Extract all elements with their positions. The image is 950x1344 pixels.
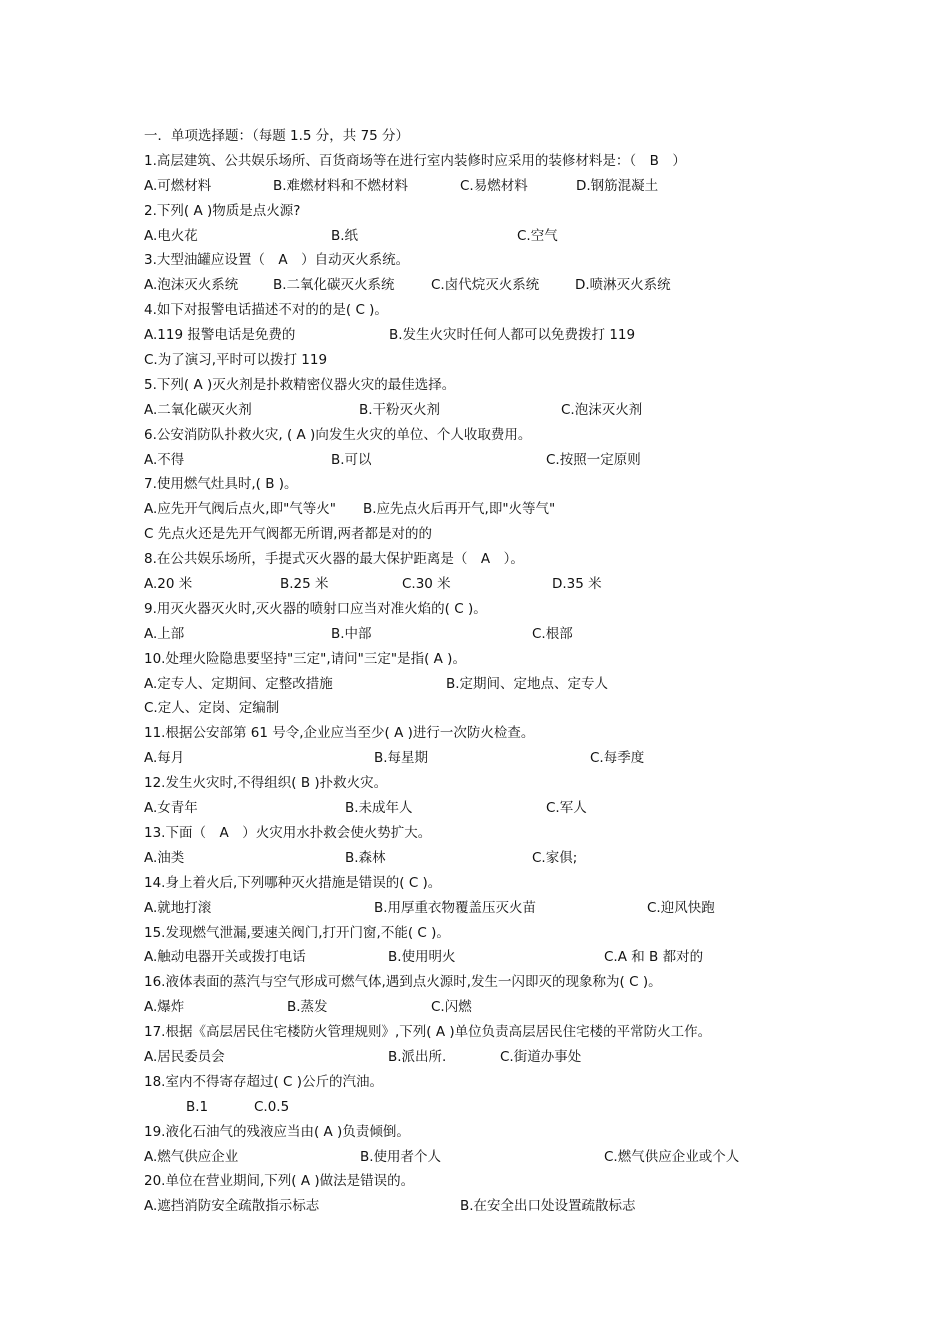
question-20-stem: 20.单位在营业期间,下列( A )做法是错误的。: [144, 1173, 415, 1190]
q19-option-b: B.使用者个人: [360, 1148, 442, 1165]
question-options: [144, 323, 844, 348]
q1-option-b: B.难燃材料和不燃材料: [273, 177, 409, 194]
section-title: 一．单项选择题：（每题 1.5 分，共 75 分）: [144, 128, 410, 144]
question-stem: [144, 647, 844, 672]
q5-option-c: C.泡沫灭火剂: [561, 401, 643, 418]
question-options: [144, 398, 844, 423]
question-options: [144, 672, 844, 697]
question-12-stem: 12.发生火灾时,不得组织( B )扑救火灾。: [144, 775, 388, 792]
q16-option-a: A.爆炸: [144, 999, 185, 1016]
question-stem: [144, 373, 844, 398]
q3-option-d: D.喷淋灭火系统: [575, 277, 671, 294]
q4-option-a: A.119 报警电话是免费的: [144, 327, 296, 344]
question-stem: [144, 547, 844, 572]
q12-option-c: C.军人: [546, 800, 587, 817]
q4-option-b: B.发生火灾时任何人都可以免费拨打 119: [389, 327, 636, 344]
q12-option-a: A.女青年: [144, 800, 198, 817]
question-options: [144, 696, 844, 721]
q17-option-a: A.居民委员会: [144, 1048, 225, 1065]
question-options: [144, 746, 844, 771]
question-18-stem: 18.室内不得寄存超过( C )公斤的汽油。: [144, 1073, 384, 1090]
q14-option-c: C.迎风快跑: [647, 899, 715, 916]
q8-option-b: B.25 米: [280, 576, 329, 593]
q10-option-c: C.定人、定岗、定编制: [144, 700, 280, 717]
question-stem: [144, 970, 844, 995]
q11-option-a: A.每月: [144, 750, 185, 767]
q3-option-a: A.泡沫灭火系统: [144, 277, 239, 294]
section-title-line: [144, 124, 844, 149]
question-19-stem: 19.液化石油气的残液应当由( A )负责倾倒。: [144, 1123, 410, 1140]
q6-option-b: B.可以: [331, 451, 372, 468]
question-stem: [144, 248, 844, 273]
question-7-stem: 7.使用燃气灶具时,( B )。: [144, 476, 298, 493]
q17-option-b: B.派出所.: [388, 1048, 447, 1065]
question-options: [144, 1095, 844, 1120]
question-options: [144, 995, 844, 1020]
q12-option-b: B.未成年人: [345, 800, 413, 817]
q9-option-a: A.上部: [144, 625, 185, 642]
q17-option-c: C.街道办事处: [500, 1048, 582, 1065]
question-9-stem: 9.用灭火器灭火时,灭火器的喷射口应当对准火焰的( C )。: [144, 600, 487, 617]
question-stem: [144, 871, 844, 896]
question-options: [144, 572, 844, 597]
question-options: [144, 622, 844, 647]
question-8-stem: 8.在公共娱乐场所，手提式灭火器的最大保护距离是（ A ）。: [144, 551, 524, 568]
question-options: [144, 1045, 844, 1070]
q15-option-b: B.使用明火: [388, 949, 456, 966]
q2-option-c: C.空气: [517, 227, 558, 244]
q10-option-a: A.定专人、定期间、定整改措施: [144, 675, 333, 692]
question-13-stem: 13.下面（ A ）火灾用水扑救会使火势扩大。: [144, 824, 432, 841]
q8-option-d: D.35 米: [552, 576, 602, 593]
q8-option-a: A.20 米: [144, 576, 193, 593]
q16-option-b: B.蒸发: [287, 999, 328, 1016]
q2-option-a: A.电火花: [144, 227, 198, 244]
q8-option-c: C.30 米: [402, 576, 451, 593]
q1-option-a: A.可燃材料: [144, 177, 212, 194]
question-15-stem: 15.发现燃气泄漏,要速关阀门,打开门窗,不能( C )。: [144, 924, 450, 941]
question-stem: [144, 821, 844, 846]
question-stem: [144, 199, 844, 224]
q20-option-a: A.遮挡消防安全疏散指示标志: [144, 1198, 320, 1215]
question-4-stem: 4.如下对报警电话描述不对的的是( C )。: [144, 302, 388, 319]
question-options: [144, 522, 844, 547]
q20-option-b: B.在安全出口处设置疏散标志: [460, 1198, 636, 1215]
q1-option-d: D.钢筋混凝土: [576, 177, 659, 194]
q16-option-c: C.闪燃: [431, 999, 472, 1016]
question-17-stem: 17.根据《高层居民住宅楼防火管理规则》,下列( A )单位负责高层居民住宅楼的平常防火工作。: [144, 1024, 712, 1041]
question-stem: [144, 721, 844, 746]
question-2-stem: 2.下列( A )物质是点火源?: [144, 202, 301, 219]
q4-option-c: C.为了演习,平时可以拨打 119: [144, 352, 328, 369]
question-stem: [144, 298, 844, 323]
q11-option-c: C.每季度: [590, 750, 645, 767]
q14-option-b: B.用厚重衣物覆盖压灭火苗: [374, 899, 537, 916]
question-stem: [144, 149, 844, 174]
question-5-stem: 5.下列( A )灭火剂是扑救精密仪器火灾的最佳选择。: [144, 376, 456, 393]
question-options: [144, 497, 844, 522]
question-11-stem: 11.根据公安部第 61 号令,企业应当至少( A )进行一次防火检查。: [144, 725, 535, 742]
question-10-stem: 10.处理火险隐患要坚持"三定",请问"三定"是指( A )。: [144, 650, 466, 667]
q18-option-b: B.1: [186, 1098, 209, 1115]
question-options: [144, 273, 844, 298]
question-stem: [144, 1020, 844, 1045]
question-6-stem: 6.公安消防队扑救火灾, ( A )向发生火灾的单位、个人收取费用。: [144, 426, 532, 443]
q14-option-a: A.就地打滚: [144, 899, 212, 916]
q13-option-b: B.森林: [345, 849, 386, 866]
q2-option-b: B.纸: [331, 227, 359, 244]
q15-option-c: C.A 和 B 都对的: [604, 949, 704, 966]
question-16-stem: 16.液体表面的蒸汽与空气形成可燃气体,遇到点火源时,发生一闪即灭的现象称为( C )。: [144, 974, 662, 991]
question-stem: [144, 1169, 844, 1194]
question-options: [144, 896, 844, 921]
q10-option-b: B.定期间、定地点、定专人: [446, 675, 609, 692]
question-options: [144, 846, 844, 871]
q7-option-a: A.应先开气阀后点火,即"气等火": [144, 501, 336, 518]
q3-option-c: C.卤代烷灭火系统: [431, 277, 540, 294]
quiz-content: [144, 124, 844, 1219]
q9-option-b: B.中部: [331, 625, 372, 642]
question-options: [144, 1145, 844, 1170]
q9-option-c: C.根部: [532, 625, 573, 642]
question-options: [144, 945, 844, 970]
q3-option-b: B.二氧化碳灭火系统: [273, 277, 395, 294]
question-1-stem: 1.高层建筑、公共娱乐场所、百货商场等在进行室内装修时应采用的装修材料是：（ B ）: [144, 152, 686, 169]
q11-option-b: B.每星期: [374, 750, 429, 767]
question-stem: [144, 771, 844, 796]
question-options: [144, 448, 844, 473]
q5-option-b: B.干粉灭火剂: [359, 401, 441, 418]
question-3-stem: 3.大型油罐应设置（ A ）自动灭火系统。: [144, 252, 410, 269]
q15-option-a: A.触动电器开关或拨打电话: [144, 949, 306, 966]
question-14-stem: 14.身上着火后,下列哪种灭火措施是错误的( C )。: [144, 874, 442, 891]
q13-option-c: C.家俱;: [532, 849, 578, 866]
question-stem: [144, 597, 844, 622]
q19-option-c: C.燃气供应企业或个人: [604, 1148, 740, 1165]
question-options: [144, 348, 844, 373]
question-options: [144, 1194, 844, 1219]
question-options: [144, 224, 844, 249]
question-stem: [144, 472, 844, 497]
q5-option-a: A.二氧化碳灭火剂: [144, 401, 252, 418]
q1-option-c: C.易燃材料: [460, 177, 528, 194]
q7-option-c: C 先点火还是先开气阀都无所谓,两者都是对的的: [144, 526, 433, 543]
q18-option-c: C.0.5: [254, 1098, 290, 1115]
q13-option-a: A.油类: [144, 849, 185, 866]
question-stem: [144, 921, 844, 946]
question-options: [144, 174, 844, 199]
question-options: [144, 796, 844, 821]
q19-option-a: A.燃气供应企业: [144, 1148, 239, 1165]
q6-option-c: C.按照一定原则: [546, 451, 641, 468]
question-stem: [144, 1070, 844, 1095]
q6-option-a: A.不得: [144, 451, 185, 468]
question-stem: [144, 423, 844, 448]
q7-option-b: B.应先点火后再开气,即"火等气": [363, 501, 556, 518]
question-stem: [144, 1120, 844, 1145]
